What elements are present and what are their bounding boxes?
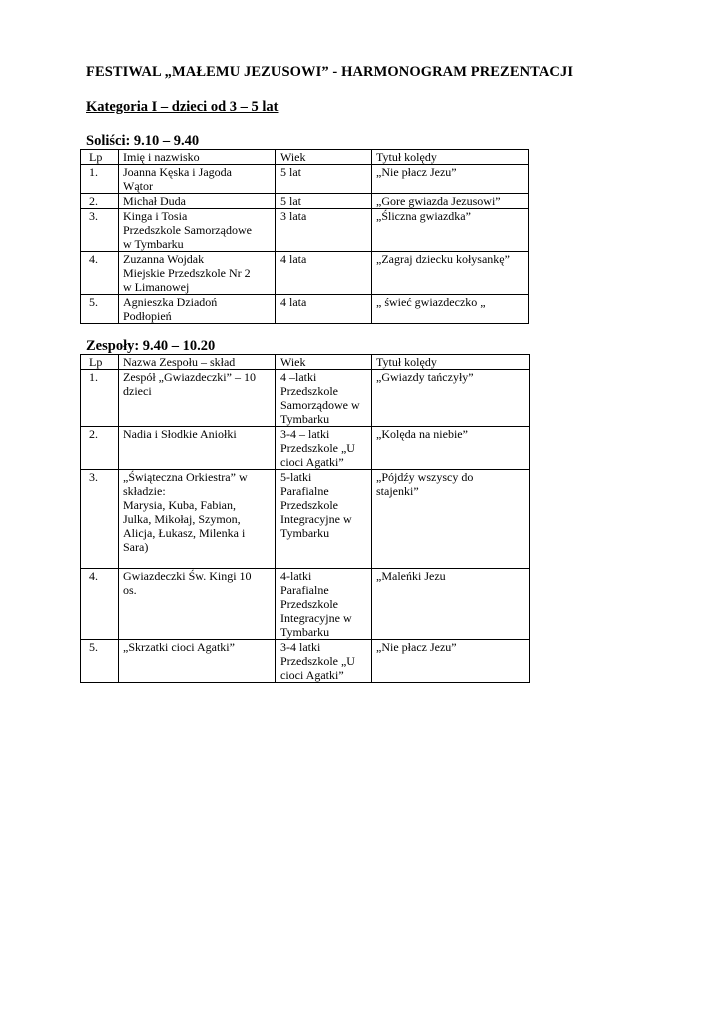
- table-row: [81, 640, 530, 683]
- cell-name-line: składzie:: [123, 484, 166, 498]
- cell-title-line: „Gwiazdy tańczyły”: [376, 370, 474, 384]
- cell-age-line: Integracyjne w: [280, 611, 352, 625]
- soloists-table: [80, 149, 529, 324]
- cell-name-line: Joanna Kęska i Jagoda: [123, 165, 232, 179]
- table-row: [81, 165, 529, 194]
- cell-age: [276, 194, 372, 209]
- cell-lp: 1.: [81, 165, 119, 194]
- cell-title-line: „Maleńki Jezu: [376, 569, 446, 583]
- cell-age-line: Przedszkole „U: [280, 654, 355, 668]
- cell-name: [119, 370, 276, 427]
- cell-age-line: 5 lat: [280, 165, 301, 179]
- cell-name-line: Michał Duda: [123, 194, 186, 208]
- cell-lp: 4.: [81, 252, 119, 295]
- cell-name: [119, 295, 276, 324]
- cell-title: [372, 427, 530, 470]
- cell-name: [119, 209, 276, 252]
- cell-title-line: stajenki”: [376, 484, 419, 498]
- cell-age-line: Tymbarku: [280, 412, 330, 426]
- cell-title: [372, 569, 530, 640]
- cell-name-line: „Świąteczna Orkiestra” w: [123, 470, 248, 484]
- cell-name-line: Kinga i Tosia: [123, 209, 188, 223]
- cell-name-line: Sara): [123, 540, 149, 554]
- cell-title: [372, 165, 529, 194]
- cell-title-line: „Pójdźy wszyscy do: [376, 470, 474, 484]
- soloists-heading: Soliści: 9.10 – 9.40: [86, 133, 200, 149]
- cell-name-line: Podłopień: [123, 309, 172, 323]
- document-title: FESTIWAL „MAŁEMU JEZUSOWI” - HARMONOGRAM PREZENTACJI: [86, 64, 574, 80]
- groups-table: [80, 354, 530, 683]
- cell-name-line: Marysia, Kuba, Fabian,: [123, 498, 236, 512]
- cell-age: [276, 209, 372, 252]
- cell-age-line: Przedszkole: [280, 498, 338, 512]
- cell-title-line: „Nie płacz Jezu”: [376, 165, 457, 179]
- cell-lp: 4.: [81, 569, 119, 640]
- table-header-row: [81, 150, 529, 165]
- cell-lp: 1.: [81, 370, 119, 427]
- cell-age-line: 3 lata: [280, 209, 307, 223]
- groups-heading: Zespoły: 9.40 – 10.20: [86, 338, 216, 354]
- column-header-age: Wiek: [276, 355, 372, 370]
- cell-name: [119, 252, 276, 295]
- cell-age: [276, 252, 372, 295]
- cell-name-line: Przedszkole Samorządowe: [123, 223, 252, 237]
- cell-name-line: Nadia i Słodkie Aniołki: [123, 427, 237, 441]
- cell-age: [276, 295, 372, 324]
- cell-name: [119, 194, 276, 209]
- table-header-row: [81, 355, 530, 370]
- cell-age-line: cioci Agatki”: [280, 455, 344, 469]
- cell-title: [372, 295, 529, 324]
- cell-age-line: Przedszkole: [280, 597, 338, 611]
- cell-title-line: „ świeć gwiazdeczko „: [376, 295, 486, 309]
- table-row: [81, 370, 530, 427]
- cell-age-line: Tymbarku: [280, 526, 330, 540]
- column-header-title: Tytuł kolędy: [372, 150, 529, 165]
- cell-age-line: cioci Agatki”: [280, 668, 344, 682]
- column-header-name: Imię i nazwisko: [119, 150, 276, 165]
- cell-title: [372, 252, 529, 295]
- table-row: [81, 470, 530, 569]
- cell-age: [276, 370, 372, 427]
- cell-age-line: 3-4 – latki: [280, 427, 330, 441]
- cell-name: [119, 640, 276, 683]
- cell-age: [276, 640, 372, 683]
- cell-age-line: 4 –latki: [280, 370, 317, 384]
- cell-name-line: Agnieszka Dziadoń: [123, 295, 218, 309]
- cell-title-line: „Śliczna gwiazdka”: [376, 209, 471, 223]
- cell-age: [276, 165, 372, 194]
- table-row: [81, 427, 530, 470]
- cell-age-line: Parafialne: [280, 484, 329, 498]
- soloists-rows: [81, 165, 529, 324]
- cell-title: [372, 370, 530, 427]
- table-row: [81, 194, 529, 209]
- cell-name-line: „Skrzatki cioci Agatki”: [123, 640, 235, 654]
- cell-age-line: Tymbarku: [280, 625, 330, 639]
- cell-name: [119, 427, 276, 470]
- cell-name: [119, 569, 276, 640]
- cell-name-line: Alicja, Łukasz, Milenka i: [123, 526, 246, 540]
- table-row: [81, 252, 529, 295]
- cell-spacer: [123, 554, 271, 568]
- cell-lp: 3.: [81, 209, 119, 252]
- cell-lp: 3.: [81, 470, 119, 569]
- cell-age-line: 5-latki: [280, 470, 312, 484]
- cell-age-line: Przedszkole: [280, 384, 338, 398]
- cell-age-line: 4 lata: [280, 295, 307, 309]
- cell-title: [372, 194, 529, 209]
- table-row: [81, 295, 529, 324]
- table-row: [81, 209, 529, 252]
- cell-age: [276, 569, 372, 640]
- cell-lp: 5.: [81, 295, 119, 324]
- cell-title-line: „Zagraj dziecku kołysankę”: [376, 252, 510, 266]
- cell-age-line: 4-latki: [280, 569, 312, 583]
- cell-name-line: Zuzanna Wojdak: [123, 252, 205, 266]
- cell-title: [372, 209, 529, 252]
- cell-name-line: Zespół „Gwiazdeczki” – 10: [123, 370, 256, 384]
- column-header-title: Tytuł kolędy: [372, 355, 530, 370]
- groups-rows: [81, 370, 530, 683]
- column-header-lp: Lp: [81, 355, 119, 370]
- cell-name-line: w Limanowej: [123, 280, 190, 294]
- table-row: [81, 569, 530, 640]
- cell-age-line: 4 lata: [280, 252, 307, 266]
- cell-age-line: 5 lat: [280, 194, 301, 208]
- cell-lp: 2.: [81, 427, 119, 470]
- column-header-age: Wiek: [276, 150, 372, 165]
- cell-name-line: Gwiazdeczki Św. Kingi 10: [123, 569, 252, 583]
- cell-name-line: dzieci: [123, 384, 152, 398]
- cell-lp: 2.: [81, 194, 119, 209]
- cell-name: [119, 470, 276, 569]
- cell-age-line: 3-4 latki: [280, 640, 321, 654]
- cell-name-line: Miejskie Przedszkole Nr 2: [123, 266, 251, 280]
- category-heading: Kategoria I – dzieci od 3 – 5 lat: [86, 99, 279, 115]
- cell-name-line: Wątor: [123, 179, 153, 193]
- cell-name-line: os.: [123, 583, 137, 597]
- cell-name: [119, 165, 276, 194]
- cell-title-line: „Kolęda na niebie”: [376, 427, 468, 441]
- cell-age: [276, 427, 372, 470]
- cell-age-line: Samorządowe w: [280, 398, 360, 412]
- cell-title-line: „Gore gwiazda Jezusowi”: [376, 194, 501, 208]
- column-header-lp: Lp: [81, 150, 119, 165]
- column-header-name: Nazwa Zespołu – skład: [119, 355, 276, 370]
- cell-name-line: w Tymbarku: [123, 237, 184, 251]
- cell-title: [372, 470, 530, 569]
- cell-age: [276, 470, 372, 569]
- cell-title: [372, 640, 530, 683]
- cell-lp: 5.: [81, 640, 119, 683]
- cell-name-line: Julka, Mikołaj, Szymon,: [123, 512, 241, 526]
- cell-title-line: „Nie płacz Jezu”: [376, 640, 457, 654]
- cell-age-line: Przedszkole „U: [280, 441, 355, 455]
- cell-age-line: Parafialne: [280, 583, 329, 597]
- cell-age-line: Integracyjne w: [280, 512, 352, 526]
